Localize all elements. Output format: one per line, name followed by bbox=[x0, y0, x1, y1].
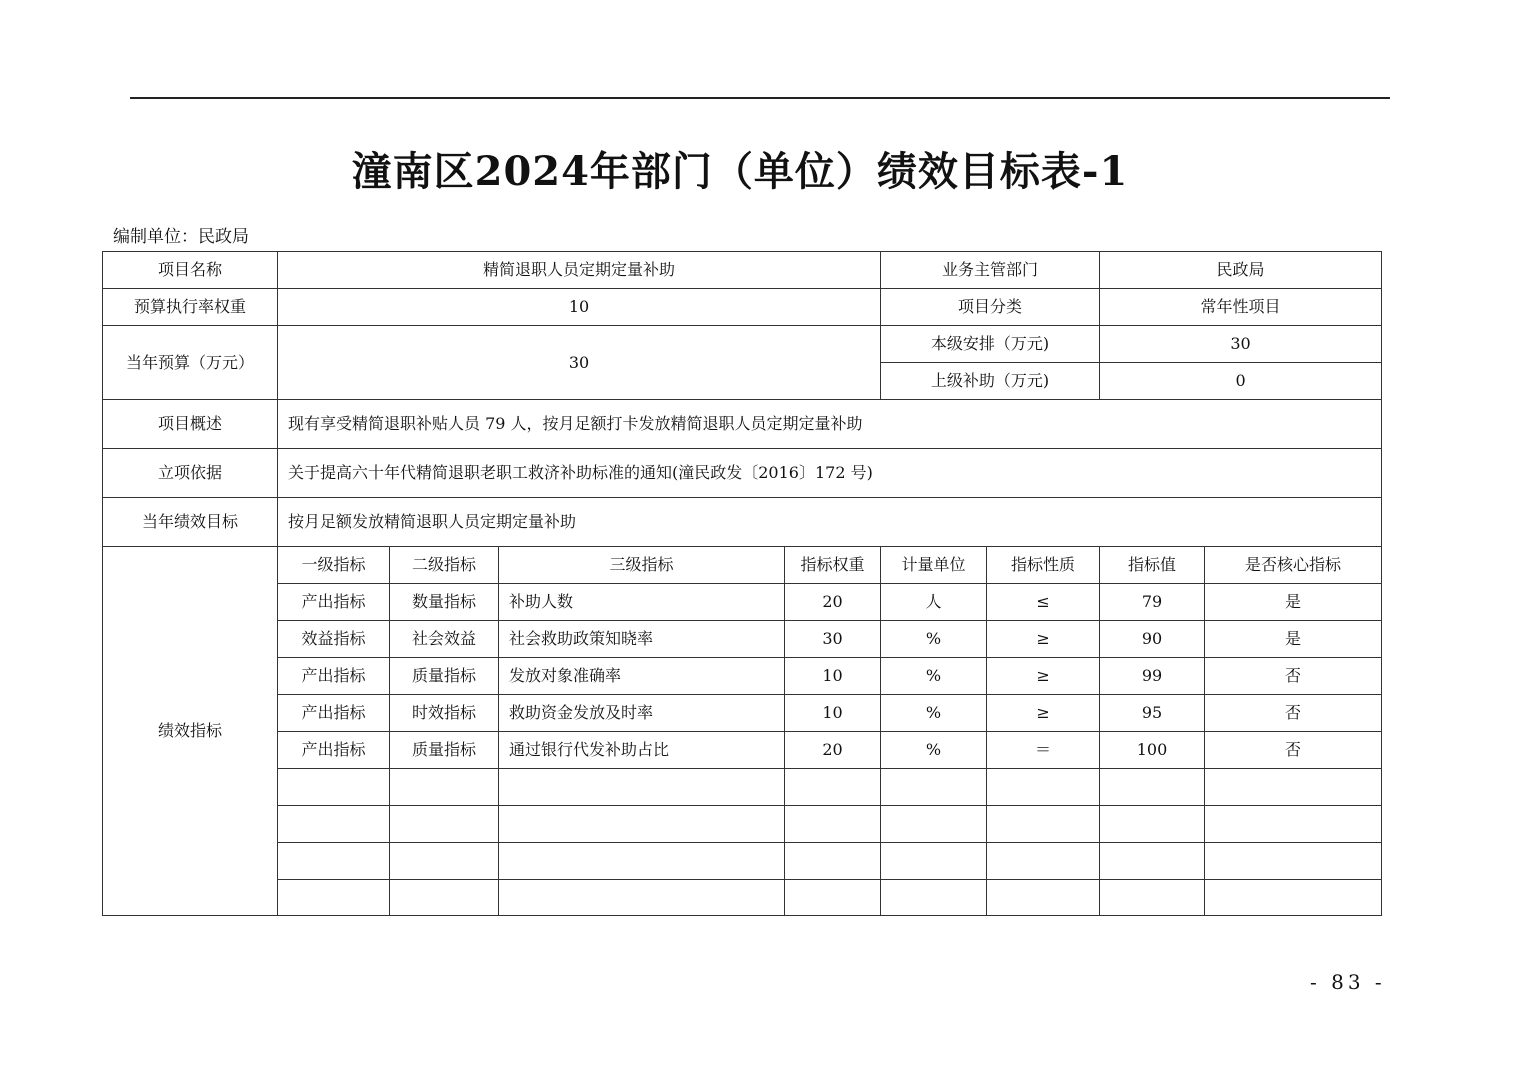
value-cell: 79 bbox=[1100, 584, 1205, 621]
empty-indicator-row bbox=[103, 769, 1382, 806]
level1-cell: 产出指标 bbox=[278, 695, 390, 732]
nature-cell: ≥ bbox=[987, 621, 1100, 658]
value-cell: 99 bbox=[1100, 658, 1205, 695]
row-budget-local bbox=[103, 326, 1382, 363]
level2-cell: 质量指标 bbox=[390, 658, 499, 695]
empty-indicator-row bbox=[103, 806, 1382, 843]
header-rule bbox=[130, 97, 1390, 99]
header-level3: 三级指标 bbox=[499, 547, 785, 584]
core-cell: 否 bbox=[1205, 658, 1382, 695]
level3-cell: 补助人数 bbox=[499, 584, 785, 621]
core-cell: 否 bbox=[1205, 732, 1382, 769]
weight-cell: 20 bbox=[785, 732, 881, 769]
value-cell: 100 bbox=[1100, 732, 1205, 769]
budget-label: 当年预算（万元） bbox=[103, 326, 278, 400]
budget-value: 30 bbox=[278, 326, 881, 400]
value-cell: 90 bbox=[1100, 621, 1205, 658]
category-label: 项目分类 bbox=[881, 289, 1100, 326]
indicator-row bbox=[103, 658, 1382, 695]
nature-cell: ≤ bbox=[987, 584, 1100, 621]
header-core: 是否核心指标 bbox=[1205, 547, 1382, 584]
weight-cell: 30 bbox=[785, 621, 881, 658]
superior-label: 上级补助（万元) bbox=[881, 363, 1100, 400]
core-cell: 是 bbox=[1205, 621, 1382, 658]
level1-cell: 产出指标 bbox=[278, 732, 390, 769]
row-basis bbox=[103, 449, 1382, 498]
weight-cell: 20 bbox=[785, 584, 881, 621]
nature-cell: ＝ bbox=[987, 732, 1100, 769]
superior-value: 0 bbox=[1100, 363, 1382, 400]
basis-value: 关于提高六十年代精简退职老职工救济补助标准的通知(潼民政发〔2016〕172 号) bbox=[278, 449, 1382, 498]
indicator-header-row bbox=[103, 547, 1382, 584]
level3-cell: 通过银行代发补助占比 bbox=[499, 732, 785, 769]
weight-cell: 10 bbox=[785, 695, 881, 732]
unit-cell: % bbox=[881, 695, 987, 732]
weight-cell: 10 bbox=[785, 658, 881, 695]
level1-cell: 产出指标 bbox=[278, 584, 390, 621]
overview-value: 现有享受精简退职补贴人员 79 人，按月足额打卡发放精简退职人员定期定量补助 bbox=[278, 400, 1382, 449]
indicators-section-label: 绩效指标 bbox=[103, 547, 278, 916]
overview-label: 项目概述 bbox=[103, 400, 278, 449]
header-value: 指标值 bbox=[1100, 547, 1205, 584]
row-overview bbox=[103, 400, 1382, 449]
nature-cell: ≥ bbox=[987, 658, 1100, 695]
unit-cell: 人 bbox=[881, 584, 987, 621]
core-cell: 否 bbox=[1205, 695, 1382, 732]
row-goal bbox=[103, 498, 1382, 547]
indicator-row bbox=[103, 732, 1382, 769]
level2-cell: 时效指标 bbox=[390, 695, 499, 732]
unit-cell: % bbox=[881, 732, 987, 769]
goal-label: 当年绩效目标 bbox=[103, 498, 278, 547]
level3-cell: 社会救助政策知晓率 bbox=[499, 621, 785, 658]
header-level1: 一级指标 bbox=[278, 547, 390, 584]
dept-label: 业务主管部门 bbox=[881, 252, 1100, 289]
row-project-name bbox=[103, 252, 1382, 289]
empty-indicator-row bbox=[103, 880, 1382, 916]
level3-cell: 救助资金发放及时率 bbox=[499, 695, 785, 732]
category-value: 常年性项目 bbox=[1100, 289, 1382, 326]
indicator-row bbox=[103, 584, 1382, 621]
indicator-row bbox=[103, 621, 1382, 658]
basis-label: 立项依据 bbox=[103, 449, 278, 498]
unit-cell: % bbox=[881, 621, 987, 658]
level2-cell: 数量指标 bbox=[390, 584, 499, 621]
header-weight: 指标权重 bbox=[785, 547, 881, 584]
local-label: 本级安排（万元) bbox=[881, 326, 1100, 363]
exec-weight-value: 10 bbox=[278, 289, 881, 326]
header-level2: 二级指标 bbox=[390, 547, 499, 584]
level1-cell: 产出指标 bbox=[278, 658, 390, 695]
dept-value: 民政局 bbox=[1100, 252, 1382, 289]
level2-cell: 社会效益 bbox=[390, 621, 499, 658]
exec-weight-label: 预算执行率权重 bbox=[103, 289, 278, 326]
level3-cell: 发放对象准确率 bbox=[499, 658, 785, 695]
project-name-label: 项目名称 bbox=[103, 252, 278, 289]
nature-cell: ≥ bbox=[987, 695, 1100, 732]
unit-cell: % bbox=[881, 658, 987, 695]
page-number: - 83 - bbox=[1310, 970, 1386, 994]
level1-cell: 效益指标 bbox=[278, 621, 390, 658]
goal-value: 按月足额发放精简退职人员定期定量补助 bbox=[278, 498, 1382, 547]
local-value: 30 bbox=[1100, 326, 1382, 363]
performance-target-table bbox=[102, 251, 1382, 916]
indicator-row bbox=[103, 695, 1382, 732]
header-nature: 指标性质 bbox=[987, 547, 1100, 584]
project-name-value: 精简退职人员定期定量补助 bbox=[278, 252, 881, 289]
empty-indicator-row bbox=[103, 843, 1382, 880]
header-unit: 计量单位 bbox=[881, 547, 987, 584]
level2-cell: 质量指标 bbox=[390, 732, 499, 769]
page-title: 潼南区2024年部门（单位）绩效目标表-1 bbox=[351, 148, 1129, 195]
row-exec-weight bbox=[103, 289, 1382, 326]
compiling-unit: 编制单位：民政局 bbox=[113, 227, 249, 247]
value-cell: 95 bbox=[1100, 695, 1205, 732]
core-cell: 是 bbox=[1205, 584, 1382, 621]
